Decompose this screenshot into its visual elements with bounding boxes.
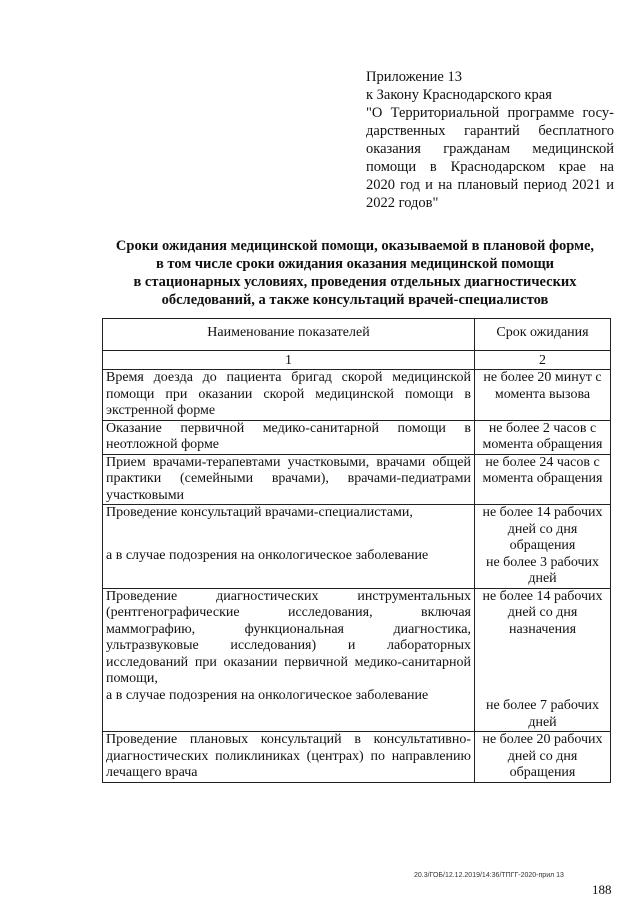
indicator-cell [103,588,475,732]
waiting-times-table [102,318,611,783]
indicator-name-oncology: а в случае подозрения на онкологическое заболевание [106,547,429,563]
document-title [90,237,620,309]
waiting-term: не более 20 минут с момента вызова [475,370,611,421]
appendix-line: "О Территориальной программе госу- [366,105,614,121]
table-row [103,454,611,505]
document-code: 20.3/ГОБ/12.12.2019/14:36/ТПГГ-2020-прил 13 [414,872,564,879]
indicator-name-oncology: а в случае подозрения на онкологическое заболевание [106,687,429,703]
table-row [103,732,611,783]
table-row [103,505,611,589]
waiting-term: не более 14 рабочих дней со дня обращения [482,505,603,553]
indicator-name: Прием врачами-терапевтами участковыми, врачами общей практики (семейными врачами), врачами-педиатрами участковыми [103,454,475,505]
table-header-row [103,319,611,351]
waiting-term-oncology: не более 7 рабочих дней [485,698,600,730]
appendix-line: помощи в Краснодарском крае на [366,159,614,175]
column-header-term: Срок ожидания [475,319,611,351]
appendix-line: оказания гражданам медицинской [366,141,614,157]
title-line: обследований, а также консультаций врачей-специалистов [161,292,549,308]
column-number: 2 [475,350,611,370]
appendix-header [366,68,614,212]
column-header-name: Наименование показателей [103,319,475,351]
appendix-line: Приложение 13 [366,69,462,85]
table-row [103,370,611,421]
title-line: в том числе сроки ожидания оказания медицинской помощи [155,256,555,272]
term-cell [475,588,611,732]
column-number: 1 [103,350,475,370]
title-line: Сроки ожидания медицинской помощи, оказываемой в плановой форме, [115,238,595,254]
appendix-line: к Закону Краснодарского края [366,87,552,103]
title-line: в стационарных условиях, проведения отдельных диагностических [133,274,577,290]
term-cell [475,505,611,589]
indicator-cell [103,505,475,589]
appendix-line: 2022 годов" [366,195,439,211]
waiting-term: не более 20 рабочих дней со дня обращения [475,732,611,783]
table-row [103,588,611,732]
column-number-row [103,350,611,370]
waiting-term-oncology: не более 3 рабочих дней [485,554,600,586]
indicator-name: Проведение плановых консультаций в консультативно-диагностических поликлиниках (центрах) по направлению лечащего врача [103,732,475,783]
waiting-term: не более 14 рабочих дней со дня назначения [482,588,603,637]
indicator-name: Проведение диагностических инструментальных (рентгенографические исследования, включая маммографию, функциональная диагностика, ультразвуковые исследования) и лабораторных исследований при оказании первичной медико-санитарной помощи, [106,588,471,686]
waiting-term: не более 2 часов с момента обращения [475,420,611,454]
indicator-name: Проведение консультаций врачами-специалистами, [106,505,413,520]
waiting-term: не более 24 часов с момента обращения [475,454,611,505]
appendix-line: 2020 год и на плановый период 2021 и [366,177,614,193]
indicator-name: Время доезда до пациента бригад скорой медицинской помощи при оказании скорой медицинской помощи в экстренной форме [103,370,475,421]
indicator-name: Оказание первичной медико-санитарной помощи в неотложной форме [103,420,475,454]
page-number: 188 [592,882,612,897]
appendix-line: дарственных гарантий бесплатного [366,123,614,139]
table-row [103,420,611,454]
